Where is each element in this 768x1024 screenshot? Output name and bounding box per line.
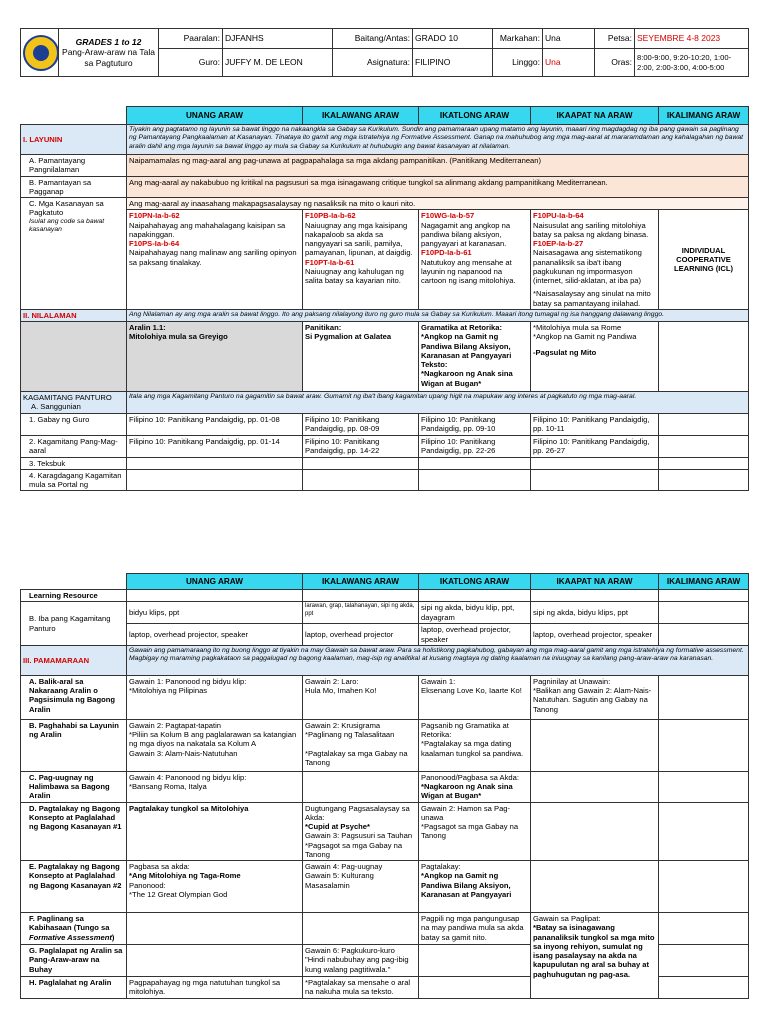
iba-pang-kagamitan-label: B. Iba pang Kagamitang Panturo: [21, 602, 127, 646]
grades-label: GRADES 1 to 12: [75, 36, 142, 47]
kagamitang-mag-aaral-day-1: Filipino 10: Panitikang Pandaigdig, pp. 01-14: [127, 435, 303, 457]
nilalaman-item: *Angkop na Gamit ng Pandiwa Bilang Aksiyon, Karanasan at Pangyayari: [421, 332, 512, 360]
competency-code: F10PU-Ia-b-64: [533, 211, 584, 221]
sanggunian-label: A. Sanggunian: [31, 402, 81, 412]
balik-aral-label: A. Balik-aral sa Nakaraang Aralin o Pagsisimula ng Bagong Aralin: [21, 675, 127, 719]
balik-aral-day-3: Gawain 1: Eksenang Love Ko, Iaarte Ko!: [419, 675, 531, 719]
asignatura-value: FILIPINO: [413, 49, 493, 77]
equipment-day-4: laptop, overhead projector, speaker: [531, 624, 659, 646]
kagamitan-heading: KAGAMITANG PANTURO: [23, 393, 112, 402]
kasanayan-day-3: [419, 210, 531, 310]
paglalapat-label: G. Paglalapat ng Aralin sa Pang-Araw-araw na Buhay: [21, 945, 127, 977]
nilalaman-day-2: Panitikan: Si Pygmalion at Galatea: [303, 322, 419, 392]
pagtalakay-2-label: E. Pagtalakay ng Bagong Konsepto at Paglalahad ng Bagong Kasanayan #2: [21, 861, 127, 913]
petsa-value: SEYEMBRE 4-8 2023: [635, 29, 749, 49]
nilalaman-subhead: Gramatika at Retorika:: [421, 323, 503, 332]
iba-pang-kagamitan-day-3: sipi ng akda, bidyu klip, ppt, dayagram: [419, 602, 531, 624]
pag-uugnay-day-3: [419, 771, 531, 802]
balik-aral-day-1: Gawain 1: Panonood ng bidyu klip: *Mitolohiya ng Pilipinas: [127, 675, 303, 719]
nilalaman-item: *Mitolohiya mula sa Rome: [533, 323, 622, 332]
nilalaman-day-1: Aralin 1.1: Mitolohiya mula sa Greyigo: [127, 322, 303, 392]
pagtalakay-1-day-3: Gawain 2: Hamon sa Pag-unawa *Pagsagot sa mga Gabay na Tanong: [419, 802, 531, 861]
nilalaman-note: Ang Nilalaman ay ang mga aralin sa bawat linggo. Ito ang paksang nilalayong ituro ng guro mula sa Gabay sa Kurikulum. Maaari itong tumagal ng isa hanggang dalawang linggo.: [127, 309, 749, 321]
kagamitang-mag-aaral-label: 2. Kagamitang Pang-Mag-aaral: [21, 435, 127, 457]
balik-aral-day-2: Gawain 2: Laro: Hula Mo, Imahen Ko!: [303, 675, 419, 719]
competency-code: F10WG-Ia-b-57: [421, 211, 475, 221]
competency-code: F10PN-Ia-b-62: [129, 211, 180, 221]
page-title: Pang-Araw-araw na Tala sa Pagtuturo: [62, 47, 155, 68]
kasanayan-label-cell: [21, 198, 127, 310]
guro-value: JUFFY M. DE LEON: [223, 49, 333, 77]
asignatura-label: Asignatura:: [333, 49, 413, 77]
competency-code: F10EP-Ia-b-27: [533, 239, 584, 248]
petsa-label: Petsa:: [595, 29, 635, 49]
iba-pang-kagamitan-day-1: bidyu klips, ppt: [127, 602, 303, 624]
pamantayang-pangnilalaman-label: A. Pamantayang Pangnilalaman: [21, 155, 127, 177]
competency-text: Natutukoy ang mensahe at layunin ng napanood na cartoon ng isang mitolohiya.: [421, 257, 516, 285]
day-4-header: IKAAPAT NA ARAW: [531, 107, 659, 125]
balik-aral-day-4: Pagninilay at Unawain: *Balikan ang Gawain 2: Alam-Nais-Natutuhan. Sagutin ang Gabay na Tanong: [531, 675, 659, 719]
nilalaman-day-3: [419, 322, 531, 392]
baitang-value: GRADO 10: [413, 29, 493, 49]
paglinang-label-text: F. Paglinang sa Kabihasaan (Tungo sa: [29, 914, 110, 933]
competency-code: F10PT-Ia-b-61: [305, 257, 355, 267]
activity-heading: Panonood/Pagbasa sa Akda:: [421, 772, 519, 782]
activity-heading: Gawain sa Paglipat:: [533, 914, 601, 923]
competency-text: Naiuugnay ang kahulugan ng salita batay sa kayarian nito.: [305, 266, 404, 285]
pagtalakay-2-day-2: Gawain 4: Pag-uugnay Gawain 5: Kulturang Masasalamin: [303, 861, 419, 913]
paglalahat-label: H. Paglalahat ng Aralin: [21, 977, 127, 999]
pagtalakay-2-day-1: [127, 861, 303, 913]
nilalaman-subhead: Teksto:: [421, 360, 448, 369]
kagamitan-heading-cell: [21, 392, 127, 414]
activity-text: *Batay sa isinagawang pananaliksik tungkol sa mga mito sa inyong rehiyon, sumulat ng isang pasalaysay na akda na kapupulutan ng aral sa buhay at paghuhugutan ng pag-asa.: [533, 923, 655, 979]
markahan-value: Una: [543, 29, 595, 49]
activity-heading: Pagbasa sa akda:: [129, 862, 190, 871]
activity-text: Gawain 3: Pagsusuri sa Tauhan *Pagsagot sa mga Gabay na Tanong: [305, 831, 413, 859]
pagtalakay-2-day-3: [419, 861, 531, 913]
gabay-guro-label: 1. Gabay ng Guro: [21, 414, 127, 436]
paglalahat-day-2: *Pagtalakay sa mensahe o aral na nakuha mula sa teksto.: [303, 977, 419, 999]
gabay-guro-day-3: Filipino 10: Panitikang Pandaigdig, pp. 09-10: [419, 414, 531, 436]
paglinang-label-italic: Formative Assessment: [29, 932, 112, 942]
header-table: [20, 28, 749, 77]
kagamitan-note: Itala ang mga Kagamitang Panturo na gagamitin sa bawat araw. Gumamit ng iba't ibang kagamitan upang higit na mapukaw ang interes at pagkatuto ng mga mag-aaral.: [127, 392, 749, 414]
paglalapat-day-2: Gawain 6: Pagkukuro-kuro "Hindi nabubuhay ang pag-ibig kung walang pagtitiwala.": [303, 945, 419, 977]
oras-label: Oras:: [595, 49, 635, 77]
logo-cell: [21, 29, 59, 77]
paaralan-value: DJFANHS: [223, 29, 333, 49]
oras-value: 8:00-9:00, 9:20-10:20, 1:00-2:00, 2:00-3:00, 4:00-5:00: [635, 49, 749, 77]
paglalahat-day-1: Pagpapahayag ng mga natutuhan tungkol sa mitolohiya.: [127, 977, 303, 999]
school-seal-icon: [23, 35, 59, 71]
day-5-header: IKALIMANG ARAW: [659, 107, 749, 125]
layunin-note: Tiyakin ang pagtatamo ng layunin sa bawat linggo na nakaangkla sa Gabay sa Kurikulum. Sundin ang pamamaraan upang matamo ang layunin, maaari ring magdagdag ng iba pang gawain sa paglinang ng Pamantayang Pangkaalaman at Kasanayan. Tinataya ito gamit ang mga istratehiya ng Formative Assessment. Ganap na mahuhubog ang mga mag-aaral at mararamdaman ang kahalagahan ng bawat aralin dahil ang mga layunin sa bawat linggo ay mula sa Gabay sa Kurikulum at huhubugin ang bawat kasanayan at nilalaman.: [127, 125, 749, 155]
layunin-heading: I. LAYUNIN: [21, 125, 127, 155]
competency-text: Naiuugnay ang mga kaisipang nakapaloob sa akda sa nangyayari sa sarili, pamilya, pamayanan, lipunan, at daigdig.: [305, 220, 413, 258]
day-2-header: IKALAWANG ARAW: [303, 107, 419, 125]
guro-label: Guro:: [159, 49, 223, 77]
kagamitang-mag-aaral-day-3: Filipino 10: Panitikang Pandaigdig, pp. 22-26: [419, 435, 531, 457]
kasanayan-day-1: [127, 210, 303, 310]
kasanayan-day-5: INDIVIDUAL COOPERATIVE LEARNING (ICL): [659, 210, 749, 310]
nilalaman-item: -Pagsulat ng Mito: [533, 347, 597, 357]
nilalaman-item: *Nagkaroon ng Anak sina Wigan at Bugan*: [421, 369, 513, 388]
activity-text: *Ang Mitolohiya ng Taga-Rome: [129, 871, 241, 881]
paglinang-label: [21, 913, 127, 945]
iba-pang-kagamitan-day-2: larawan, grap, talahanayan, sipi ng akda, ppt: [303, 602, 419, 624]
gabay-guro-day-1: Filipino 10: Panitikang Pandaigdig, pp. 01-08: [127, 414, 303, 436]
pamantayan-pagganap-label: B. Pamantayan sa Pagganap: [21, 176, 127, 198]
day-5-header: IKALIMANG ARAW: [659, 574, 749, 590]
markahan-label: Markahan:: [493, 29, 543, 49]
activity-text: *Angkop na Gamit ng Pandiwa Bilang Aksiyon, Karanasan at Pangyayari: [421, 871, 512, 899]
day-1-header: UNANG ARAW: [127, 107, 303, 125]
linggo-label: Linggo:: [493, 49, 543, 77]
paglinang-day-4: [531, 913, 659, 999]
pamamaraan-heading: III. PAMAMARAAN: [21, 645, 127, 675]
paglinang-day-3: Pagpili ng mga pangungusap na may pandiwa mula sa akda batay sa gamit nito.: [419, 913, 531, 945]
nilalaman-day-4: [531, 322, 659, 392]
learning-resource-label: Learning Resource: [21, 590, 127, 602]
day-1-header: UNANG ARAW: [127, 574, 303, 590]
lesson-plan-table-2: [20, 573, 749, 999]
kasanayan-day-4: [531, 210, 659, 310]
competency-text: Nagagamit ang angkop na pandiwa bilang aksiyon, pangyayari at karanasan.: [421, 220, 511, 248]
kagamitang-mag-aaral-day-2: Filipino 10: Panitikang Pandaigdig, pp. 14-22: [303, 435, 419, 457]
linggo-value: Una: [543, 49, 595, 77]
equipment-day-3: laptop, overhead projector, speaker: [419, 624, 531, 646]
kasanayan-label: C. Mga Kasanayan sa Pagkatuto: [29, 199, 104, 218]
activity-text: *Cupid at Psyche*: [305, 822, 370, 831]
karagdagang-kagamitan-label: 4. Karagdagang Kagamitan mula sa Portal ng: [21, 469, 127, 491]
competency-code: F10PB-Ia-b-62: [305, 211, 356, 221]
activity-heading: Pagtalakay:: [421, 862, 461, 871]
day-4-header: IKAAPAT NA ARAW: [531, 574, 659, 590]
header-title-cell: [59, 29, 159, 77]
activity-text: *Nagkaroon ng Anak sina Wigan at Bugan*: [421, 782, 513, 801]
competency-text: Naipahahayag ang mahahalagang kaisipan sa napakinggan.: [129, 220, 286, 239]
teksbuk-label: 3. Teksbuk: [21, 457, 127, 469]
pagtalakay-1-day-2: [303, 802, 419, 861]
paghahabi-day-3: Pagsanib ng Gramatika at Retorika: *Pagtalakay sa mga dating kaalaman tungkol sa pandiwa.: [419, 719, 531, 771]
paaralan-label: Paaralan:: [159, 29, 223, 49]
pagtalakay-1-day-1: Pagtalakay tungkol sa Mitolohiya: [127, 802, 303, 861]
paghahabi-day-2: Gawain 2: Krusigrama *Paglinang ng Talasalitaan *Pagtalakay sa mga Gabay na Tanong: [303, 719, 419, 771]
baitang-label: Baitang/Antas:: [333, 29, 413, 49]
paghahabi-day-1: Gawain 2: Pagtapat-tapatin *Piliin sa Kolum B ang paglalarawan sa katangian ng mga diyos na nakatala sa Kolum A Gawain 3: Alam-Nais-Natutuhan: [127, 719, 303, 771]
kasanayan-day-2: [303, 210, 419, 310]
kasanayan-general: Ang mag-aaral ay inaasahang makapagsasalaysay ng nasaliksik na mito o kauri nito.: [127, 198, 749, 210]
activity-heading: Dugtungang Pagsasalaysay sa Akda:: [305, 803, 410, 822]
pag-uugnay-day-1: Gawain 4: Panonood ng bidyu klip: *Bansang Roma, Italya: [127, 771, 303, 802]
day-3-header: IKATLONG ARAW: [419, 107, 531, 125]
day-2-header: IKALAWANG ARAW: [303, 574, 419, 590]
pamantayan-pagganap-value: Ang mag-aaral ay nakabubuo ng kritikal na pagsusuri sa mga isinagawang critique tungkol sa alinmang akdang pampanitikang Mediterranean.: [127, 176, 749, 198]
gabay-guro-day-4: Filipino 10: Panitikang Pandaigdig, pp. 10-11: [531, 414, 659, 436]
competency-code: F10PS-Ia-b-64: [129, 239, 180, 248]
competency-text: Naisusulat ang sariling mitolohiya batay sa paksa ng akdang binasa.: [533, 220, 649, 239]
competency-text: Naisasagawa ang sistematikong pananaliksik sa iba't ibang pagkukunan ng impormasyon (internet, silid-aklatan, at iba pa): [533, 248, 642, 285]
activity-text: Panonood: *The 12 Great Olympian God: [129, 880, 228, 899]
competency-text: *Naisasalaysay ang sinulat na mito batay sa pamantayang inilahad.: [533, 289, 651, 308]
nilalaman-heading: II. NILALAMAN: [21, 309, 127, 321]
lesson-plan-table-1: [20, 106, 749, 491]
kagamitang-mag-aaral-day-4: Filipino 10: Panitikang Pandaigdig, pp. 26-27: [531, 435, 659, 457]
pag-uugnay-label: C. Pag-uugnay ng Halimbawa sa Bagong Aralin: [21, 771, 127, 802]
paglinang-label-close: ): [111, 932, 115, 942]
nilalaman-item: *Angkop na Gamit ng Pandiwa: [533, 332, 637, 342]
pamamaraan-note: Gawain ang pamamaraang ito ng buong linggo at tiyakin na may Gawain sa bawat araw. Para sa holistikong pagkahubog, gabayan ang mga mag-aaral gamit ang mga istratehiya ng formative assessment. Magbigay ng maraming pagkakataon sa paggalugad ng bagong kaalaman, mag-isip ng analitikal at kusang magtaya ng dating kaalaman na iniuugnay sa kanilang pang-araw-araw na karanasan.: [127, 645, 749, 675]
gabay-guro-day-2: Filipino 10: Panitikang Pandaigdig, pp. 08-09: [303, 414, 419, 436]
day-3-header: IKATLONG ARAW: [419, 574, 531, 590]
equipment-day-1: laptop, overhead projector, speaker: [127, 624, 303, 646]
pamantayang-pangnilalaman-value: Naipamamalas ng mag-aaral ang pag-unawa at pagpapahalaga sa mga akdang pampanitikan. (Panitikang Mediterranean): [127, 155, 749, 177]
kasanayan-sublabel: Isulat ang code sa bawat kasanayan: [29, 217, 105, 233]
equipment-day-2: laptop, overhead projector: [303, 624, 419, 646]
paghahabi-label: B. Paghahabi sa Layunin ng Aralin: [21, 719, 127, 771]
competency-code: F10PD-Ia-b-61: [421, 248, 472, 258]
iba-pang-kagamitan-day-4: sipi ng akda, bidyu klips, ppt: [531, 602, 659, 624]
pagtalakay-1-label: D. Pagtalakay ng Bagong Konsepto at Paglalahad ng Bagong Kasanayan #1: [21, 802, 127, 861]
competency-text: Naipahahayag nang malinaw ang sariling opinyon sa paksang tinalakay.: [129, 248, 297, 267]
